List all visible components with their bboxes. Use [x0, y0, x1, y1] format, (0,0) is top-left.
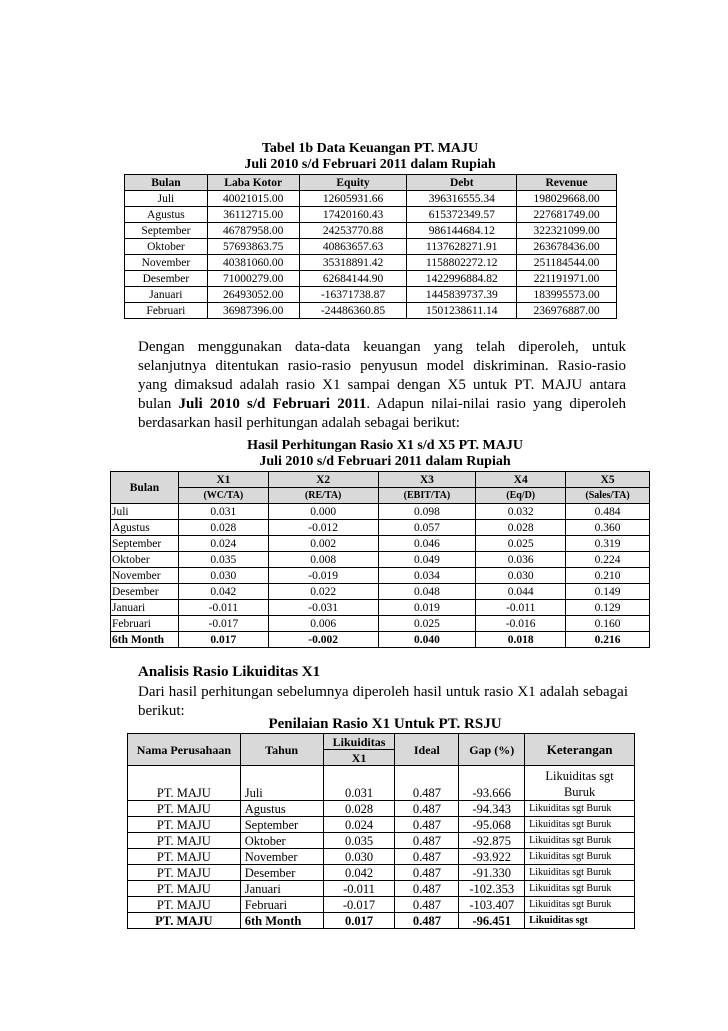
table-cell: 0.487 [395, 817, 459, 833]
table-cell: November [111, 568, 179, 584]
table-cell: 0.042 [323, 865, 395, 881]
header-cell: Gap (%) [459, 734, 525, 766]
subheader-cell: (Eq/D) [476, 488, 566, 504]
table-cell: 57693863.75 [207, 239, 299, 255]
table-cell: Likuiditas sgt Buruk [525, 817, 635, 833]
x1-assessment-table [127, 733, 635, 929]
table-row [111, 536, 650, 552]
subheader-cell: (WC/TA) [178, 488, 268, 504]
table-cell: 263678436.00 [517, 239, 617, 255]
section-text: Dari hasil perhitungan sebelumnya diperoleh hasil untuk rasio X1 adalah sebagai berikut: [138, 684, 628, 719]
table-total-row [111, 632, 650, 648]
keterangan-line: Likuiditas sgt [545, 769, 614, 783]
table-cell: 0.487 [395, 865, 459, 881]
table-cell: PT. MAJU [128, 833, 241, 849]
subheader-cell: (RE/TA) [268, 488, 378, 504]
table-cell: 0.057 [378, 520, 476, 536]
table-cell: Juli [125, 191, 208, 207]
table-cell: 0.224 [566, 552, 650, 568]
table-subheader-row [111, 488, 650, 504]
table-cell: September [111, 536, 179, 552]
table-cell: -0.011 [476, 600, 566, 616]
table-cell: Februari [240, 897, 323, 913]
table-cell: 36987396.00 [207, 303, 299, 319]
table-cell: Likuiditas sgt [525, 913, 635, 929]
table-cell: 0.034 [378, 568, 476, 584]
table-cell: PT. MAJU [128, 817, 241, 833]
table-cell: 0.035 [178, 552, 268, 568]
table-cell: 251184544.00 [517, 255, 617, 271]
table-cell [525, 766, 635, 801]
table-cell: 0.022 [268, 584, 378, 600]
table-cell: 0.032 [476, 504, 566, 520]
table-cell: Oktober [111, 552, 179, 568]
table-row [111, 568, 650, 584]
table-header-row [128, 734, 635, 750]
table-cell: PT. MAJU [128, 913, 241, 929]
table-cell: 0.030 [178, 568, 268, 584]
table-cell: Agustus [240, 801, 323, 817]
table-cell: -0.011 [323, 881, 395, 897]
table-cell: 198029668.00 [517, 191, 617, 207]
table-cell: Desember [111, 584, 179, 600]
table-cell: 322321099.00 [517, 223, 617, 239]
table-cell: 0.129 [566, 600, 650, 616]
table-cell: -0.011 [178, 600, 268, 616]
table-cell: 1501238611.14 [407, 303, 517, 319]
header-cell: Equity [299, 175, 407, 191]
header-cell: Debt [407, 175, 517, 191]
table-cell: -102.353 [459, 881, 525, 897]
table-cell: -0.002 [268, 632, 378, 648]
table-cell: -93.666 [459, 766, 525, 801]
table-cell: 46787958.00 [207, 223, 299, 239]
table-cell: 615372349.57 [407, 207, 517, 223]
header-cell: Nama Perusahaan [128, 734, 241, 766]
table-cell: 6th Month [240, 913, 323, 929]
paragraph-text: Dengan menggunakan data-data keuangan yang telah diperoleh, untuk selanjutnya ditentukan rasio-rasio penyusun model diskriminan. Rasio-rasio yang dimaksud adalah rasio X1 sampai dengan X5 untuk PT. MAJU antara bulan [138, 339, 626, 412]
header-cell: X4 [476, 472, 566, 488]
table-row [125, 287, 617, 303]
table-cell: 0.049 [378, 552, 476, 568]
table-cell: 1422996884.82 [407, 271, 517, 287]
table-row [125, 255, 617, 271]
table-cell: Juli [111, 504, 179, 520]
header-cell: Laba Kotor [207, 175, 299, 191]
header-cell: X1 [178, 472, 268, 488]
table-cell: November [125, 255, 208, 271]
table-cell: 1445839737.39 [407, 287, 517, 303]
table-cell: 0.487 [395, 801, 459, 817]
table-cell: Desember [125, 271, 208, 287]
table-cell: -91.330 [459, 865, 525, 881]
subheader-cell: (Sales/TA) [566, 488, 650, 504]
table-cell: Oktober [240, 833, 323, 849]
table-cell: 1137628271.91 [407, 239, 517, 255]
table-cell: 0.017 [178, 632, 268, 648]
table-cell: 0.484 [566, 504, 650, 520]
table-cell: -95.068 [459, 817, 525, 833]
table-cell: 0.024 [178, 536, 268, 552]
table-cell: Oktober [125, 239, 208, 255]
table-cell: 0.018 [476, 632, 566, 648]
table-cell: 71000279.00 [207, 271, 299, 287]
table-cell: 40381060.00 [207, 255, 299, 271]
header-cell: X5 [566, 472, 650, 488]
table-row [111, 504, 650, 520]
table-cell: November [240, 849, 323, 865]
header-cell: Revenue [517, 175, 617, 191]
table-cell: 0.487 [395, 833, 459, 849]
table-row [111, 552, 650, 568]
table-cell: 0.487 [395, 849, 459, 865]
keterangan-line: Buruk [563, 785, 596, 799]
table-cell: 0.216 [566, 632, 650, 648]
table-cell: September [125, 223, 208, 239]
table-cell: 0.160 [566, 616, 650, 632]
header-cell: Bulan [125, 175, 208, 191]
table-cell: 35318891.42 [299, 255, 407, 271]
table-cell: September [240, 817, 323, 833]
table-cell: Likuiditas sgt Buruk [525, 865, 635, 881]
table-cell: Desember [240, 865, 323, 881]
table-cell: 0.000 [268, 504, 378, 520]
header-cell: X1 [323, 750, 395, 766]
table-cell: -0.031 [268, 600, 378, 616]
table-total-row [128, 913, 635, 929]
table-cell: -103.407 [459, 897, 525, 913]
table-cell: 0.025 [476, 536, 566, 552]
table3-title: Penilaian Rasio X1 Untuk PT. RSJU [268, 716, 502, 732]
table-cell: -0.017 [323, 897, 395, 913]
header-cell: X2 [268, 472, 378, 488]
table-cell: Likuiditas sgt Buruk [525, 849, 635, 865]
table-cell: Likuiditas sgt Buruk [525, 881, 635, 897]
paragraph-text: . Adapun nilai-nilai rasio yang diperoleh berdasarkan hasil perhitungan adalah sebagai berikut: [138, 396, 627, 431]
table-cell: 0.098 [378, 504, 476, 520]
table-cell: 0.019 [378, 600, 476, 616]
table-cell: 0.028 [476, 520, 566, 536]
table2-subtitle: Juli 2010 s/d Februari 2011 dalam Rupiah [259, 454, 511, 469]
table-cell: -0.017 [178, 616, 268, 632]
table-cell: 0.046 [378, 536, 476, 552]
table-cell: Agustus [111, 520, 179, 536]
table-cell: Likuiditas sgt Buruk [525, 833, 635, 849]
table-cell: PT. MAJU [128, 849, 241, 865]
table-cell: Januari [125, 287, 208, 303]
table-cell: -16371738.87 [299, 287, 407, 303]
table1-title: Tabel 1b Data Keuangan PT. MAJU [261, 141, 479, 156]
table-cell: PT. MAJU [128, 881, 241, 897]
table-row [125, 239, 617, 255]
table-cell: 0.040 [378, 632, 476, 648]
table-row [111, 600, 650, 616]
table-cell: 62684144.90 [299, 271, 407, 287]
table-cell: -24486360.85 [299, 303, 407, 319]
table-cell: 0.319 [566, 536, 650, 552]
table-cell: 26493052.00 [207, 287, 299, 303]
table-cell: PT. MAJU [128, 865, 241, 881]
table-row [111, 616, 650, 632]
header-cell: Bulan [111, 472, 179, 504]
table-cell: PT. MAJU [128, 766, 241, 801]
ratio-table [110, 471, 650, 648]
table-row [128, 801, 635, 817]
table-cell: 0.487 [395, 881, 459, 897]
table-cell: 0.360 [566, 520, 650, 536]
header-cell: Likuiditas [323, 734, 395, 750]
table1-subtitle: Juli 2010 s/d Februari 2011 dalam Rupiah [244, 157, 496, 172]
table-cell: 0.042 [178, 584, 268, 600]
table-cell: -94.343 [459, 801, 525, 817]
table-cell: Likuiditas sgt Buruk [525, 801, 635, 817]
subheader-cell: (EBIT/TA) [378, 488, 476, 504]
table-cell: 0.025 [378, 616, 476, 632]
table-cell: 0.031 [323, 766, 395, 801]
table-row [111, 584, 650, 600]
table-cell: 0.028 [323, 801, 395, 817]
table-row [111, 520, 650, 536]
table-cell: -92.875 [459, 833, 525, 849]
table-header-row [111, 472, 650, 488]
table-cell: -96.451 [459, 913, 525, 929]
table-cell: 17420160.43 [299, 207, 407, 223]
table-cell: 0.210 [566, 568, 650, 584]
table-cell: -93.922 [459, 849, 525, 865]
section-heading: Analisis Rasio Likuiditas X1 [138, 664, 321, 680]
table-cell: 0.030 [476, 568, 566, 584]
table-cell: 227681749.00 [517, 207, 617, 223]
financial-data-table [124, 174, 617, 319]
table-cell: 0.149 [566, 584, 650, 600]
table-cell: 396316555.34 [407, 191, 517, 207]
table-cell: 0.017 [323, 913, 395, 929]
table-header-row [125, 175, 617, 191]
table-cell: 0.006 [268, 616, 378, 632]
table-cell: 12605931.66 [299, 191, 407, 207]
table-cell: 221191971.00 [517, 271, 617, 287]
table-row [128, 766, 635, 801]
table-row [125, 223, 617, 239]
table-cell: Juli [240, 766, 323, 801]
table-row [128, 817, 635, 833]
table-cell: 1158802272.12 [407, 255, 517, 271]
table-row [125, 191, 617, 207]
table-cell: 0.048 [378, 584, 476, 600]
table-cell: -0.019 [268, 568, 378, 584]
table-cell: 0.487 [395, 913, 459, 929]
table-row [128, 849, 635, 865]
table-cell: 0.035 [323, 833, 395, 849]
table-cell: 0.008 [268, 552, 378, 568]
paragraph-bold-text: Juli 2010 s/d Februari 2011 [178, 396, 367, 412]
table-cell: 0.024 [323, 817, 395, 833]
table-cell: -0.016 [476, 616, 566, 632]
table-row [128, 833, 635, 849]
table-row [128, 897, 635, 913]
table-cell: 986144684.12 [407, 223, 517, 239]
table-cell: Februari [111, 616, 179, 632]
table-cell: 0.487 [395, 766, 459, 801]
table-cell: -0.012 [268, 520, 378, 536]
table-cell: 0.028 [178, 520, 268, 536]
table-row [125, 271, 617, 287]
table-cell: Agustus [125, 207, 208, 223]
table-cell: Januari [111, 600, 179, 616]
table-cell: 24253770.88 [299, 223, 407, 239]
table2-title: Hasil Perhitungan Rasio X1 s/d X5 PT. MAJU [247, 438, 523, 453]
table-cell: 0.030 [323, 849, 395, 865]
table-cell: 0.487 [395, 897, 459, 913]
table-cell: 6th Month [111, 632, 179, 648]
table-cell: 0.002 [268, 536, 378, 552]
table-cell: Januari [240, 881, 323, 897]
header-cell: Keterangan [525, 734, 635, 766]
table-cell: PT. MAJU [128, 801, 241, 817]
table-cell: Februari [125, 303, 208, 319]
table-row [125, 303, 617, 319]
header-cell: X3 [378, 472, 476, 488]
table-cell: PT. MAJU [128, 897, 241, 913]
table-row [128, 865, 635, 881]
table-cell: 0.036 [476, 552, 566, 568]
intro-paragraph [138, 338, 626, 433]
header-cell: Ideal [395, 734, 459, 766]
table-cell: 40021015.00 [207, 191, 299, 207]
table-row [128, 881, 635, 897]
table-cell: Likuiditas sgt Buruk [525, 897, 635, 913]
table-cell: 40863657.63 [299, 239, 407, 255]
header-cell: Tahun [240, 734, 323, 766]
table-cell: 236976887.00 [517, 303, 617, 319]
table-cell: 0.044 [476, 584, 566, 600]
table-cell: 36112715.00 [207, 207, 299, 223]
table-row [125, 207, 617, 223]
table-cell: 183995573.00 [517, 287, 617, 303]
table-cell: 0.031 [178, 504, 268, 520]
